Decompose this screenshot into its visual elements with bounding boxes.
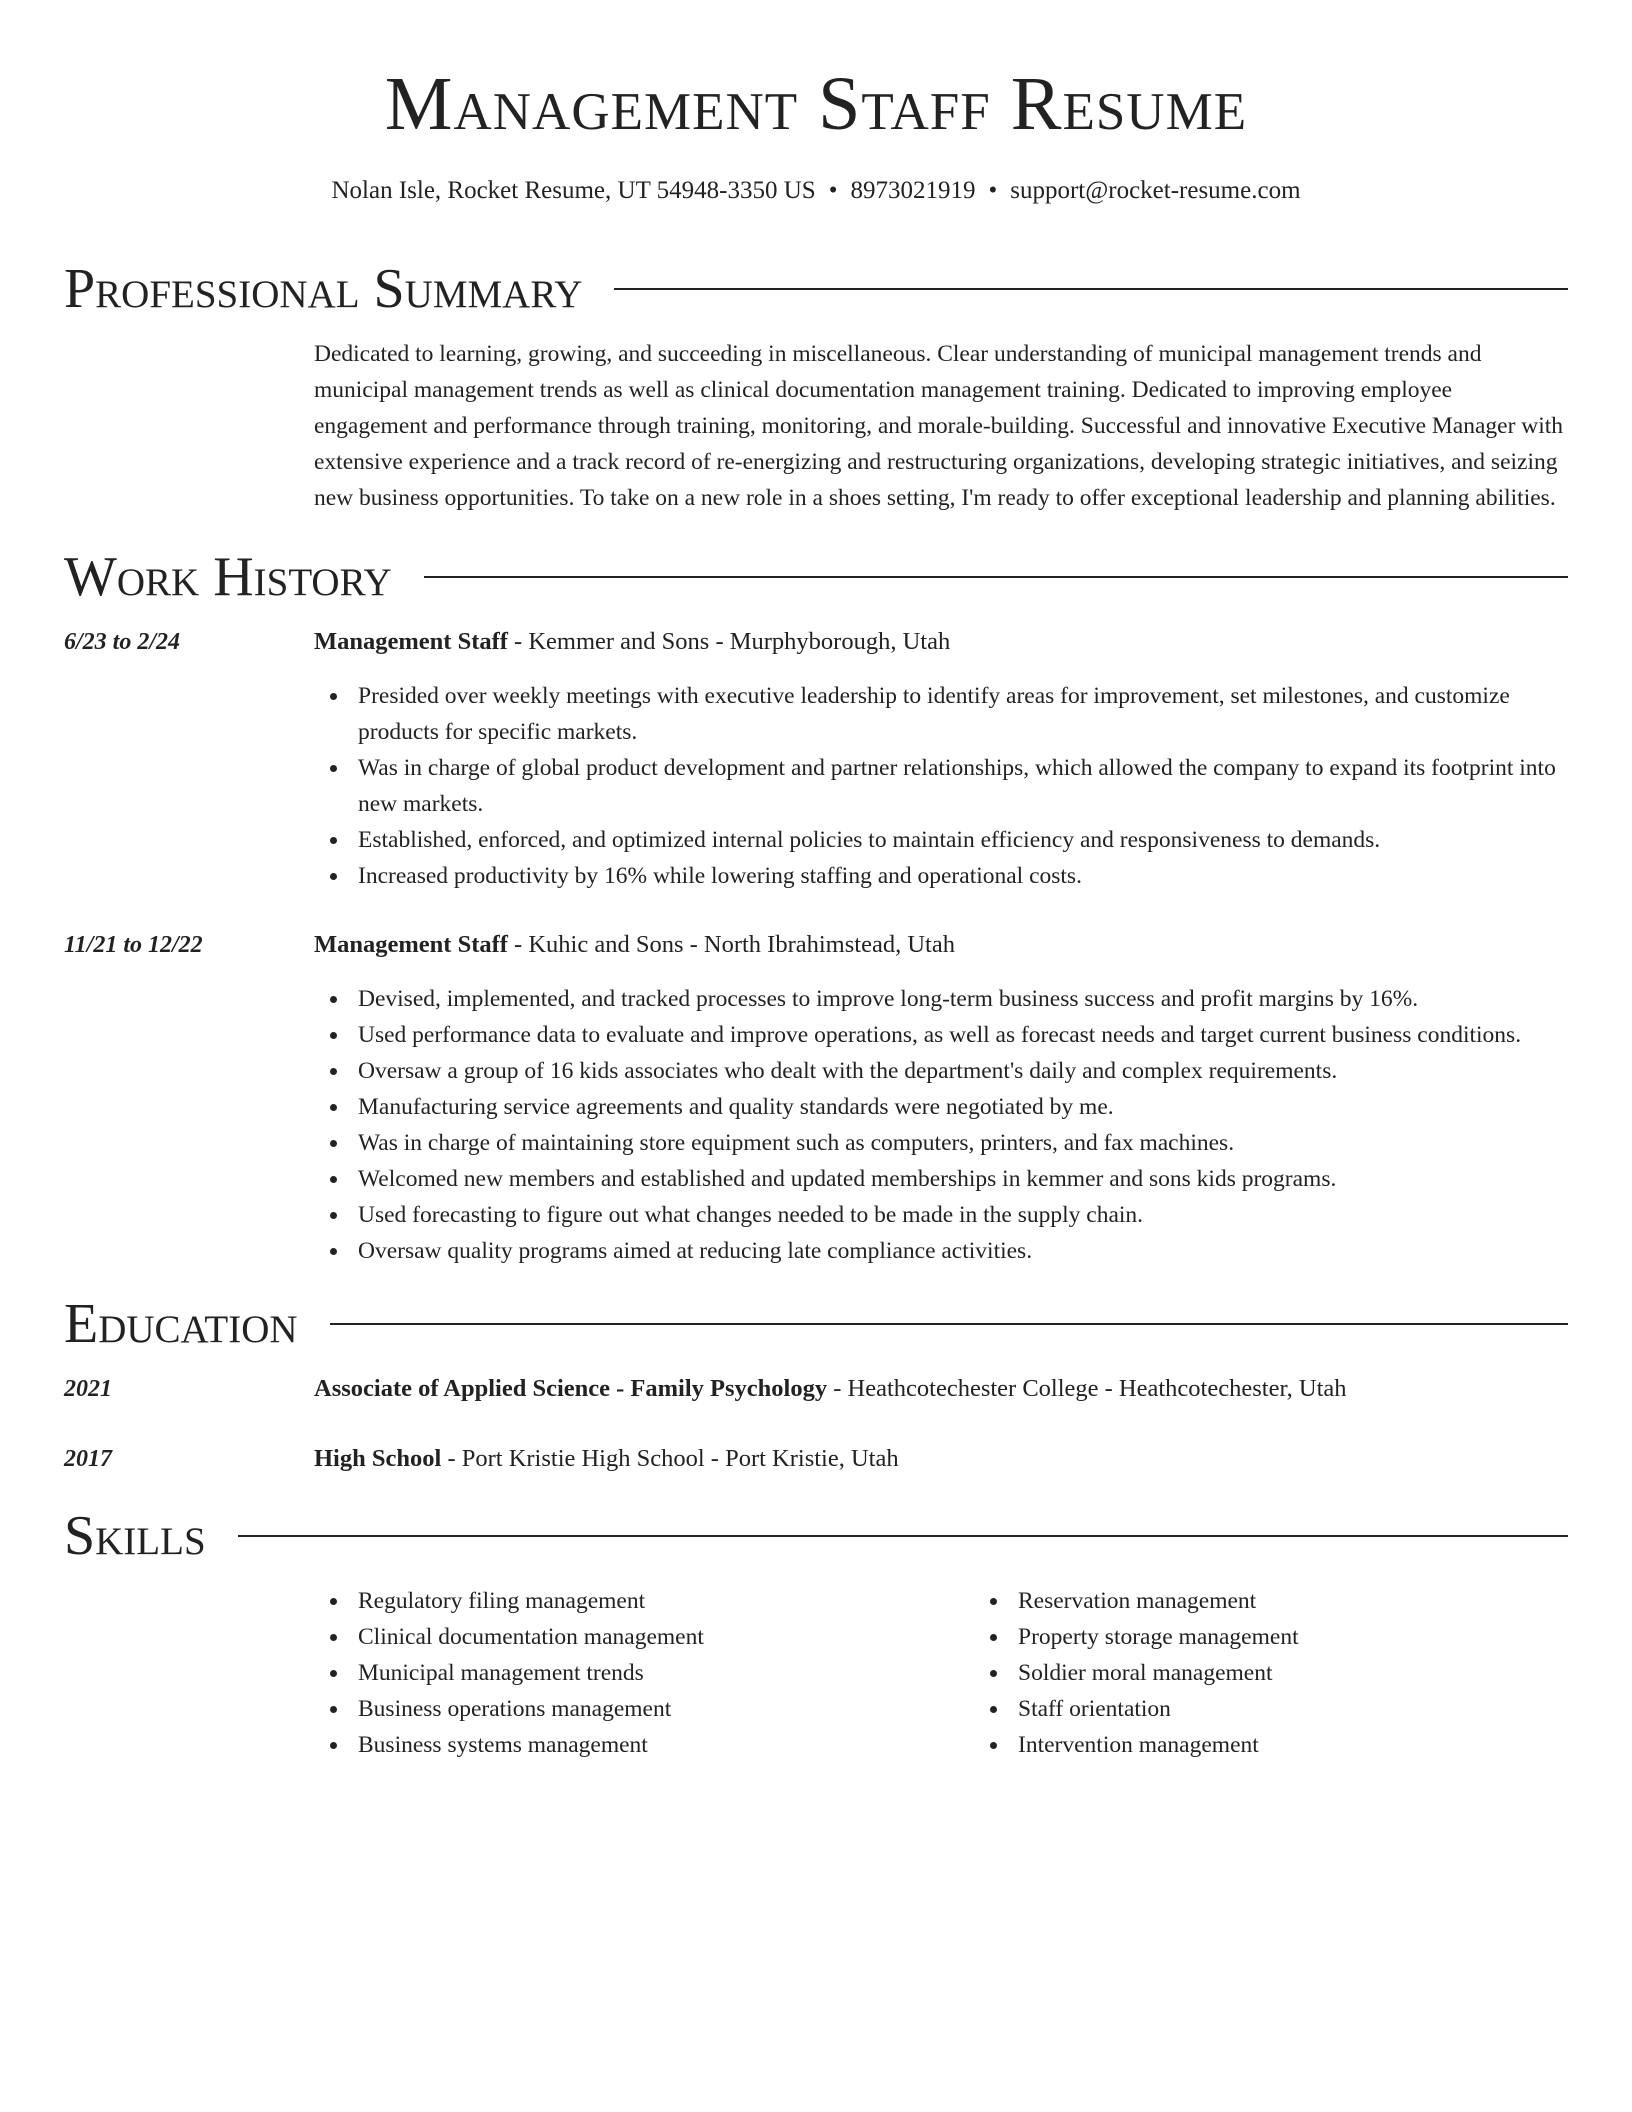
education-entry bbox=[64, 1371, 1568, 1407]
section-header-summary bbox=[64, 256, 1568, 322]
skills-grid bbox=[314, 1583, 1568, 1763]
section-divider bbox=[614, 288, 1568, 290]
list-item: Was in charge of global product development and partner relationships, which allowed the company to expand its footprint into new markets. bbox=[358, 750, 1568, 822]
skill-item: Property storage management bbox=[1018, 1619, 1568, 1655]
job-bullet-list bbox=[314, 678, 1568, 894]
skill-item: Reservation management bbox=[1018, 1583, 1568, 1619]
job-heading bbox=[314, 624, 1568, 660]
list-item: Oversaw a group of 16 kids associates who dealt with the department's daily and complex requirements. bbox=[358, 1053, 1568, 1089]
section-divider bbox=[424, 576, 1568, 578]
contact-separator: • bbox=[828, 177, 838, 204]
education-degree: High School bbox=[314, 1445, 442, 1472]
list-item: Manufacturing service agreements and quality standards were negotiated by me. bbox=[358, 1089, 1568, 1125]
section-title-skills: Skills bbox=[64, 1505, 206, 1567]
list-item: Oversaw quality programs aimed at reducing late compliance activities. bbox=[358, 1233, 1568, 1269]
education-year: 2021 bbox=[64, 1376, 112, 1402]
job-position: Management Staff bbox=[314, 931, 508, 958]
job-entry bbox=[64, 624, 1568, 894]
skill-item: Municipal management trends bbox=[358, 1655, 974, 1691]
skill-item: Intervention management bbox=[1018, 1727, 1568, 1763]
education-entry bbox=[64, 1441, 1568, 1477]
job-dates: 6/23 to 2/24 bbox=[64, 629, 181, 655]
skill-item: Clinical documentation management bbox=[358, 1619, 974, 1655]
section-header-education bbox=[64, 1291, 1568, 1357]
list-item: Used performance data to evaluate and improve operations, as well as forecast needs and target current business conditions. bbox=[358, 1017, 1568, 1053]
education-degree: Associate of Applied Science - Family Psychology bbox=[314, 1375, 828, 1402]
skill-item: Regulatory filing management bbox=[358, 1583, 974, 1619]
list-item: Presided over weekly meetings with executive leadership to identify areas for improvement, set milestones, and customize products for specific markets. bbox=[358, 678, 1568, 750]
list-item: Established, enforced, and optimized internal policies to maintain efficiency and responsiveness to demands. bbox=[358, 822, 1568, 858]
skill-item: Business operations management bbox=[358, 1691, 974, 1727]
job-bullet-list bbox=[314, 981, 1568, 1269]
section-title-work-history: Work History bbox=[64, 546, 392, 608]
section-title-education: Education bbox=[64, 1293, 298, 1355]
skill-item: Soldier moral management bbox=[1018, 1655, 1568, 1691]
education-year: 2017 bbox=[64, 1446, 112, 1472]
list-item: Used forecasting to figure out what changes needed to be made in the supply chain. bbox=[358, 1197, 1568, 1233]
education-details: - Port Kristie High School - Port Kristie, Utah bbox=[441, 1445, 899, 1472]
section-header-work-history bbox=[64, 544, 1568, 610]
education-heading bbox=[314, 1441, 1568, 1477]
job-details: - Kemmer and Sons - Murphyborough, Utah bbox=[507, 628, 951, 655]
contact-address: Nolan Isle, Rocket Resume, UT 54948-3350 US bbox=[331, 177, 816, 204]
list-item: Was in charge of maintaining store equipment such as computers, printers, and fax machines. bbox=[358, 1125, 1568, 1161]
skills-list-right bbox=[974, 1583, 1568, 1763]
list-item: Increased productivity by 16% while lowering staffing and operational costs. bbox=[358, 858, 1568, 894]
job-dates: 11/21 to 12/22 bbox=[64, 932, 203, 958]
section-divider bbox=[238, 1535, 1568, 1537]
job-entry bbox=[64, 927, 1568, 1269]
job-position: Management Staff bbox=[314, 628, 508, 655]
resume-page bbox=[64, 0, 1568, 1763]
section-divider bbox=[330, 1323, 1568, 1325]
skill-item: Staff orientation bbox=[1018, 1691, 1568, 1727]
list-item: Welcomed new members and established and updated memberships in kemmer and sons kids programs. bbox=[358, 1161, 1568, 1197]
contact-separator: • bbox=[988, 177, 998, 204]
summary-text: Dedicated to learning, growing, and succeeding in miscellaneous. Clear understanding of municipal management trends and municipal management trends as well as clinical documentation management training. Dedicated to improving employee engagement and performance through training, monitoring, and morale-building. Successful and innovative Executive Manager with extensive experience and a track record of re-energizing and restructuring organizations, developing strategic initiatives, and seizing new business opportunities. To take on a new role in a shoes setting, I'm ready to offer exceptional leadership and planning abilities. bbox=[314, 341, 1564, 511]
section-header-skills bbox=[64, 1503, 1568, 1569]
contact-email: support@rocket-resume.com bbox=[1010, 177, 1301, 204]
skills-list-left bbox=[314, 1583, 974, 1763]
skill-item: Business systems management bbox=[358, 1727, 974, 1763]
contact-line bbox=[64, 174, 1568, 208]
education-details: - Heathcotechester College - Heathcotechester, Utah bbox=[827, 1375, 1347, 1402]
job-details: - Kuhic and Sons - North Ibrahimstead, Utah bbox=[507, 931, 955, 958]
education-heading bbox=[314, 1371, 1568, 1407]
resume-title: Management Staff Resume bbox=[384, 62, 1248, 146]
list-item: Devised, implemented, and tracked processes to improve long-term business success and profit margins by 16%. bbox=[358, 981, 1568, 1017]
section-title-summary: Professional Summary bbox=[64, 258, 583, 320]
contact-phone: 8973021919 bbox=[850, 177, 976, 204]
job-heading bbox=[314, 927, 1568, 963]
